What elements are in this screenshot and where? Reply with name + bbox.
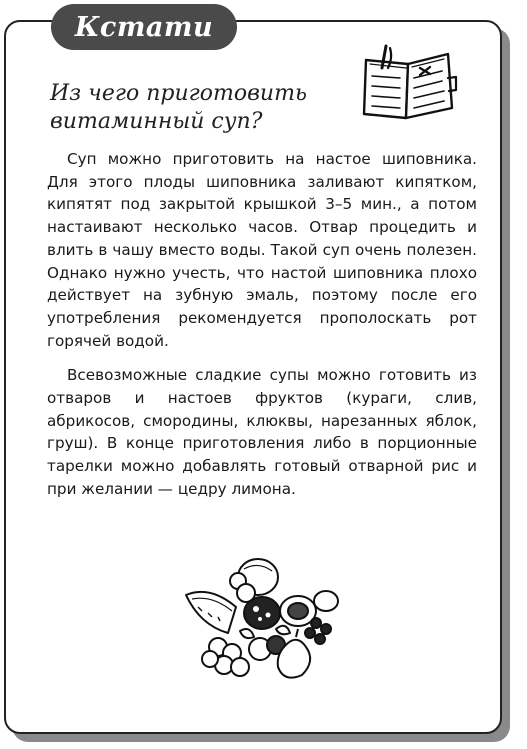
badge-label: Кстати — [74, 11, 214, 43]
notebook-icon — [360, 38, 460, 122]
paragraph: Суп можно приготовить на настое шиповника. Для этого плоды шиповника заливают кипятком, кипятят под закрытой крышкой 3–5 мин., а потом настаивают несколько часов. Отвар процедить и влить в чашу вместо воды. Такой суп очень полезен. Однако нужно учесть, что настой шиповника плохо действует на зубную эмаль, поэтому после его употребления рекомендуется прополоскать рот горячей водой. — [47, 150, 477, 350]
title-line-2: витаминный суп? — [50, 109, 263, 134]
kstati-badge — [51, 4, 237, 50]
title-line-1: Из чего приготовить — [50, 81, 307, 106]
card-body — [47, 148, 477, 513]
card-title — [50, 80, 350, 136]
paragraph: Всевозможные сладкие супы можно готовить из отваров и настоев фруктов (кураги, слив, абрикосов, смородины, клюквы, нарезанных яблок, груш). В конце приготовления либо в порционные тарелки можно добавлять готовый отварной рис и при желании — цедру лимона. — [47, 366, 477, 498]
fruit-bowl-illustration — [180, 555, 345, 685]
